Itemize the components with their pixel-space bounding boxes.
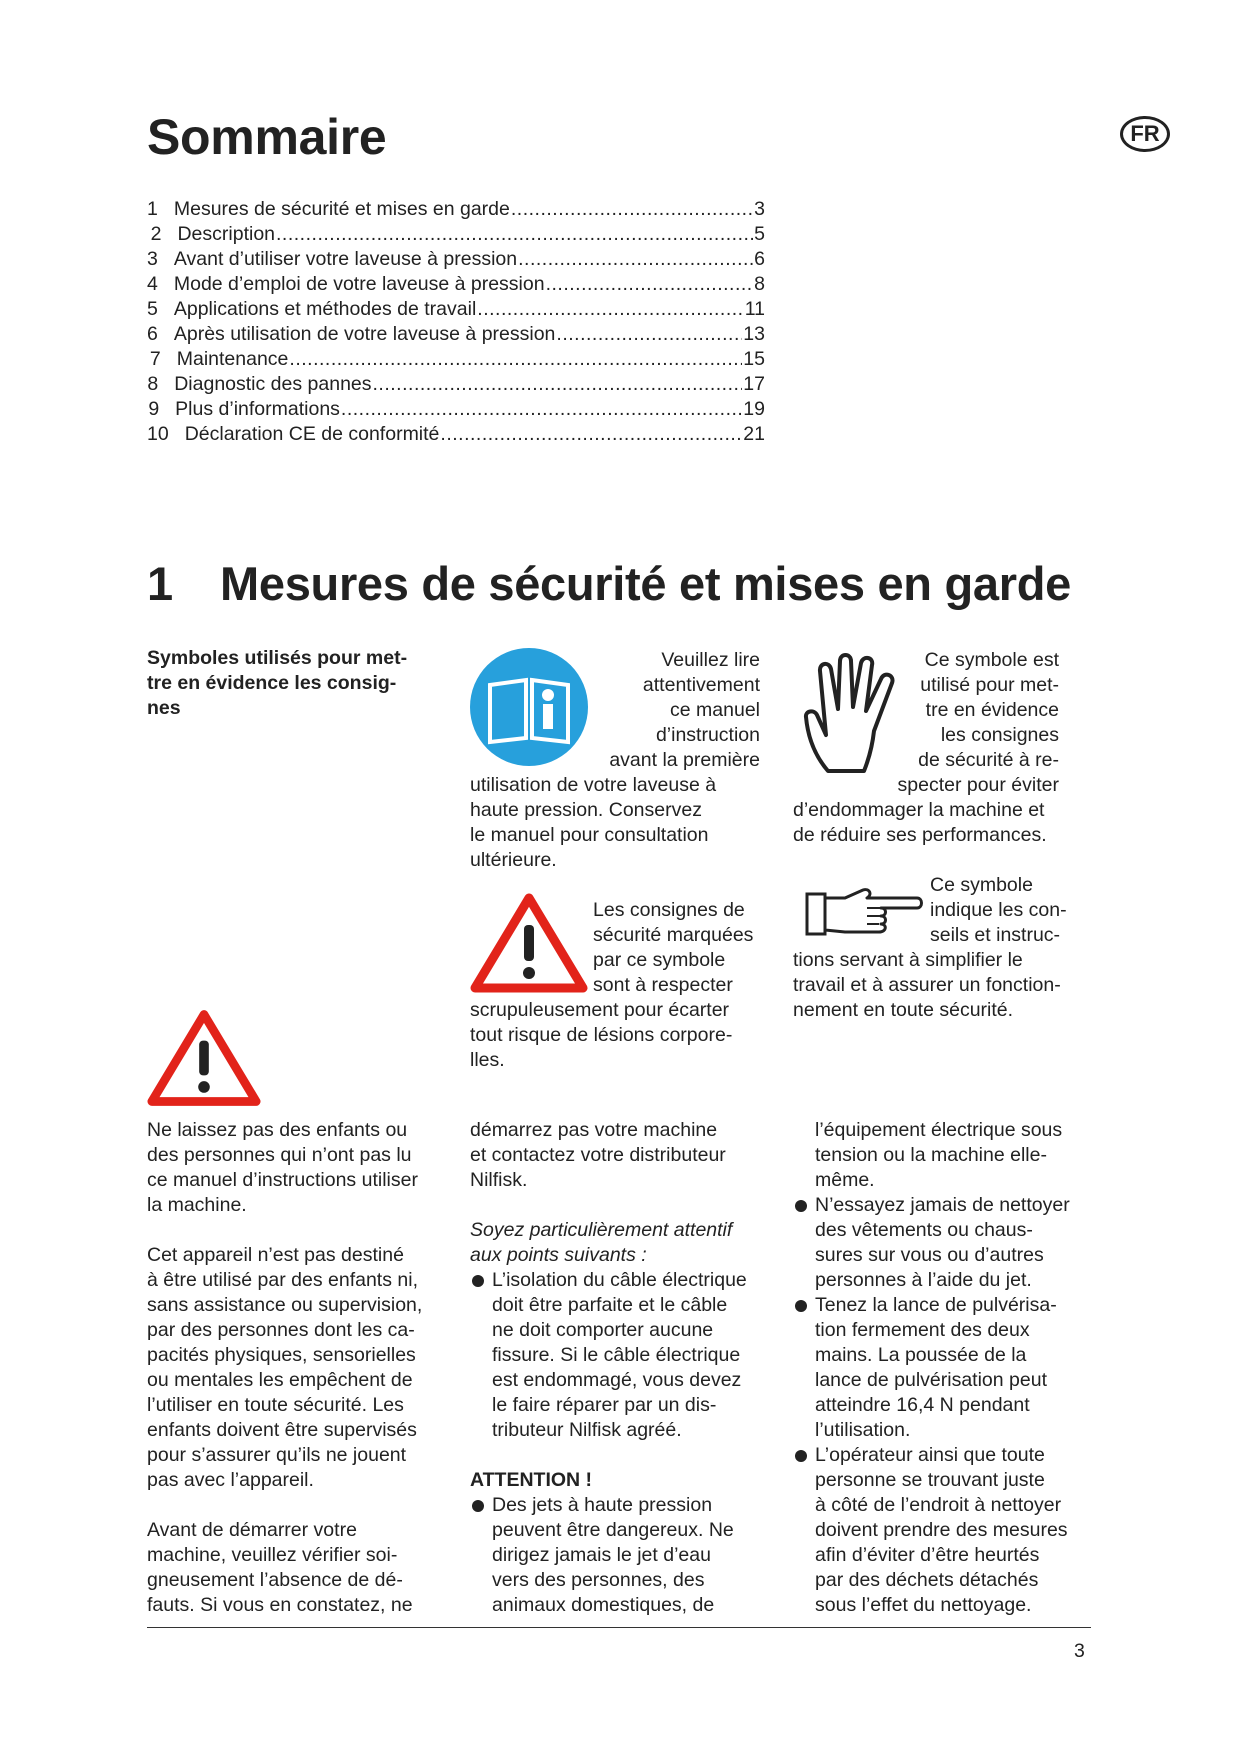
toc-entry bbox=[147, 272, 765, 297]
list-item: Des jets à haute pression peuvent être dangereux. Ne dirigez jamais le jet d’eau vers des personnes, des animaux domestiques, de bbox=[470, 1493, 770, 1618]
toc-entry-number: 2 bbox=[150, 223, 162, 245]
toc-entry bbox=[147, 397, 765, 422]
toc-entry bbox=[147, 347, 765, 372]
list-item: Tenez la lance de pulvérisa- tion fermement des deux mains. La poussée de la lance de pulvérisation peut atteindre 16,4 N pendant l’utilisation. bbox=[793, 1293, 1093, 1443]
warning-side-text: Les consignes de sécurité marquées par ce symbole sont à respecter bbox=[593, 899, 754, 996]
toc-entry bbox=[147, 297, 765, 322]
toc-entry bbox=[147, 322, 765, 347]
toc-entry bbox=[147, 197, 765, 222]
toc-entry-number: 10 bbox=[147, 423, 169, 445]
toc-entry-number: 8 bbox=[147, 373, 159, 395]
toc-entry-title: Avant d’utiliser votre laveuse à pression bbox=[173, 248, 518, 270]
toc-entry-number: 4 bbox=[147, 273, 158, 295]
pointing-text: tions servant à simplifier le travail et à assurer un fonction- nement en toute sécurité. bbox=[793, 949, 1061, 1021]
toc-entry bbox=[147, 422, 765, 447]
paragraph: l’équipement électrique sous tension ou la machine elle- même. bbox=[815, 1119, 1063, 1191]
pointing-side-text: Ce symbole indique les con- seils et instruc- bbox=[930, 874, 1067, 946]
toc-entry-title: Déclaration CE de conformité bbox=[184, 423, 440, 445]
paragraph: démarrez pas votre machine et contactez votre distributeur Nilfisk. bbox=[470, 1119, 726, 1191]
table-of-contents bbox=[147, 197, 765, 447]
list-item: N’essayez jamais de nettoyer des vêtements ou chaus- sures sur vous ou d’autres personnes à l’aide du jet. bbox=[793, 1193, 1093, 1293]
toc-entry-number: 3 bbox=[147, 248, 158, 270]
page-number: 3 bbox=[1074, 1640, 1085, 1662]
toc-entry-number: 7 bbox=[149, 348, 161, 370]
toc-entry-page: 17 bbox=[743, 373, 765, 395]
stop-hand-side-text: Ce symbole est utilisé pour met- tre en évidence les consignes de sécurité à re- specter pour éviter bbox=[897, 649, 1059, 796]
toc-leader-dots bbox=[518, 247, 753, 272]
toc-leader-dots bbox=[440, 422, 742, 447]
toc-entry-page: 3 bbox=[754, 198, 765, 220]
language-badge: FR bbox=[1120, 116, 1170, 152]
toc-leader-dots bbox=[556, 322, 742, 347]
paragraph: Cet appareil n’est pas destiné à être utilisé par des enfants ni, sans assistance ou supervision, par des personnes dont les ca- pacités physiques, sensorielles ou mentales les empêchent de l’utiliser en toute sécurité. Les enfants doivent être supervisés pour s’assurer qu’ils ne jouent pas avec l’appareil. bbox=[147, 1244, 423, 1491]
toc-entry-title: Après utilisation de votre laveuse à pression bbox=[173, 323, 556, 345]
toc-entry-page: 8 bbox=[754, 273, 765, 295]
toc-leader-dots bbox=[546, 272, 754, 297]
list-item: L’opérateur ainsi que toute personne se trouvant juste à côté de l’endroit à nettoyer doivent prendre des mesures afin d’éviter d’être heurtés par des déchets détachés sous l’effet du nettoyage. bbox=[793, 1443, 1093, 1618]
paragraph: Ne laissez pas des enfants ou des personnes qui n’ont pas lu ce manuel d’instructions utiliser la machine. bbox=[147, 1119, 418, 1216]
toc-entry-page: 6 bbox=[754, 248, 765, 270]
stop-hand-text: d’endommager la machine et de réduire ses performances. bbox=[793, 799, 1047, 846]
read-manual-side-text: Veuillez lire attentivement ce manuel d’instruction avant la première bbox=[609, 649, 760, 771]
toc-entry-page: 11 bbox=[744, 298, 765, 320]
toc-entry bbox=[147, 247, 765, 272]
attention-label: ATTENTION ! bbox=[470, 1469, 593, 1491]
section-number: 1 bbox=[147, 557, 173, 610]
toc-entry-page: 21 bbox=[743, 423, 765, 445]
pointing-hand-icon bbox=[805, 884, 925, 944]
toc-entry-number: 5 bbox=[147, 298, 158, 320]
read-manual-text: utilisation de votre laveuse à haute pression. Conservez le manuel pour consultation ultérieure. bbox=[470, 774, 717, 871]
toc-entry-title: Mode d’emploi de votre laveuse à pression bbox=[173, 273, 545, 295]
toc-entry-title: Plus d’informations bbox=[175, 398, 340, 420]
toc-leader-dots bbox=[289, 347, 742, 372]
toc-entry-title: Applications et méthodes de travail bbox=[173, 298, 477, 320]
body-column-2 bbox=[470, 1118, 770, 1618]
toc-entry-number: 6 bbox=[147, 323, 158, 345]
section-title: Mesures de sécurité et mises en garde bbox=[220, 557, 1071, 610]
toc-entry-page: 19 bbox=[743, 398, 765, 420]
paragraph: Avant de démarrer votre machine, veuillez vérifier soi- gneusement l’absence de dé- fauts. Si vous en constatez, ne bbox=[147, 1519, 413, 1616]
toc-leader-dots bbox=[373, 372, 743, 397]
body-column-1 bbox=[147, 1118, 447, 1618]
italic-note: Soyez particulièrement attentif aux points suivants : bbox=[470, 1219, 733, 1266]
toc-leader-dots bbox=[511, 197, 753, 222]
section-heading bbox=[147, 556, 1071, 611]
toc-leader-dots bbox=[276, 222, 753, 247]
toc-entry bbox=[147, 222, 765, 247]
symbols-heading: Symboles utilisés pour met- tre en évidence les consig- nes bbox=[147, 647, 408, 719]
toc-entry bbox=[147, 372, 765, 397]
toc-entry-number: 1 bbox=[147, 198, 158, 220]
toc-leader-dots bbox=[341, 397, 742, 422]
toc-entry-title: Description bbox=[177, 223, 276, 245]
toc-entry-page: 13 bbox=[743, 323, 765, 345]
warning-text: scrupuleusement pour écarter tout risque de lésions corpore- lles. bbox=[470, 999, 733, 1071]
toc-entry-number: 9 bbox=[148, 398, 160, 420]
toc-entry-title: Mesures de sécurité et mises en garde bbox=[173, 198, 510, 220]
list-item: L’isolation du câble électrique doit être parfaite et le câble ne doit comporter aucune fissure. Si le câble électrique est endommagé, vous devez le faire réparer par un dis- tributeur Nilfisk agréé. bbox=[470, 1268, 770, 1443]
footer-divider bbox=[147, 1627, 1091, 1628]
body-column-3 bbox=[793, 1118, 1093, 1618]
toc-entry-title: Maintenance bbox=[176, 348, 289, 370]
warning-triangle-icon bbox=[147, 1008, 261, 1108]
toc-entry-title: Diagnostic des pannes bbox=[174, 373, 372, 395]
page-title: Sommaire bbox=[147, 109, 387, 165]
toc-entry-page: 5 bbox=[754, 223, 765, 245]
toc-leader-dots bbox=[477, 297, 743, 322]
toc-entry-page: 15 bbox=[743, 348, 765, 370]
warning-triangle-icon bbox=[470, 893, 588, 993]
